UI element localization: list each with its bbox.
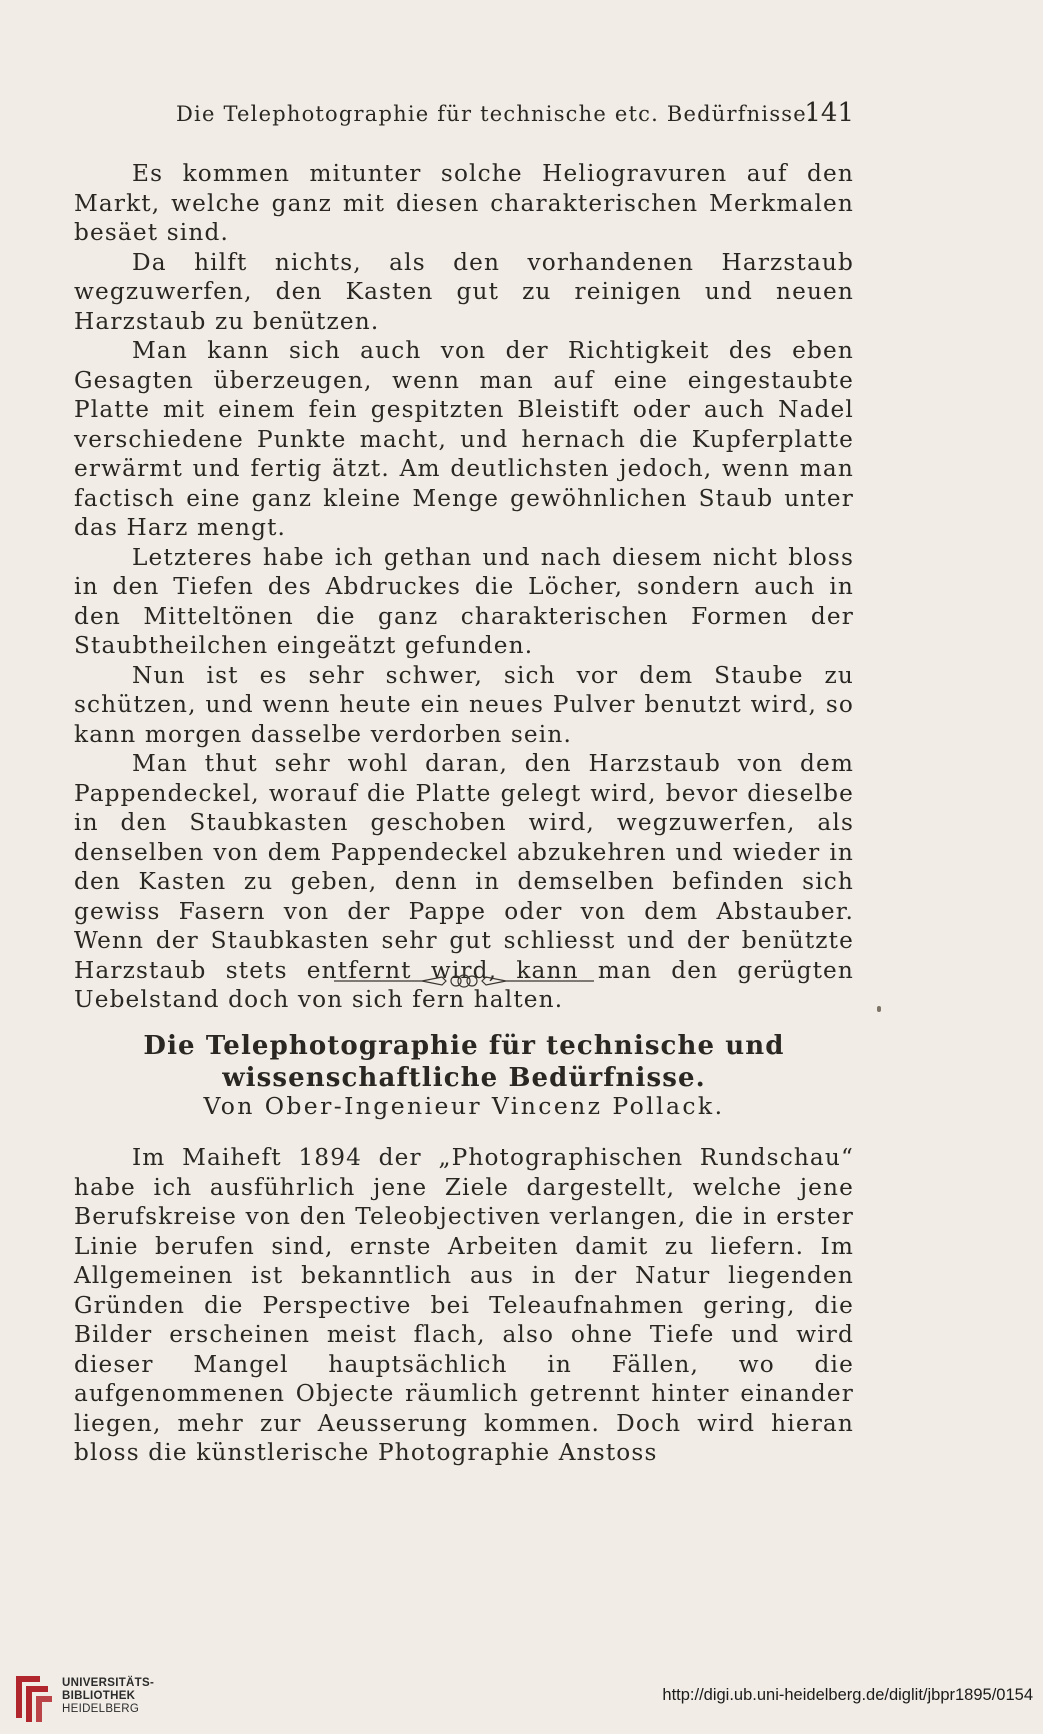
article-title: Die Telephotographie für technische und wissenschaftliche Bedürfnisse. <box>143 1031 785 1093</box>
text-block-new-article <box>74 1143 854 1468</box>
text-block-previous-article <box>74 159 854 1015</box>
section-divider-ornament-icon <box>334 971 594 991</box>
library-line-2: BIBLIOTHEK <box>62 1690 136 1702</box>
page-header <box>176 98 854 132</box>
page-blemish <box>877 1006 881 1012</box>
paragraph: Man thut sehr wohl daran, den Harzstaub von dem Pappendeckel, worauf die Platte gelegt wird, bevor dieselbe in den Staubkasten geschoben wird, wegzuwerfen, als denselben von dem Pappendeckel abzukehren und wieder in den Kasten zu geben, denn in demselben befinden sich gewiss Fasern von der Pappe oder von dem Abstauber. Wenn der Staubkasten sehr gut schliesst und der benützte Harzstaub stets entfernt wird, kann man den gerügten Uebelstand doch von sich fern halten. <box>74 750 854 1013</box>
paragraph: Da hilft nichts, als den vorhandenen Harzstaub wegzuwerfen, den Kasten gut zu reinigen und neuen Harzstaub zu benützen. <box>74 248 854 335</box>
article-byline: Von Ober-Ingenieur Vincenz Pollack. <box>203 1092 725 1120</box>
paragraph: Es kommen mitunter solche Heliogravuren auf den Markt, welche ganz mit diesen charakterischen Merkmalen besäet sind. <box>74 160 854 246</box>
page-number: 141 <box>804 98 854 128</box>
source-url-link[interactable]: http://digi.ub.uni-heidelberg.de/diglit/jbpr1895/0154 <box>662 1686 1033 1704</box>
paragraph: Nun ist es sehr schwer, sich vor dem Staube zu schützen, und wenn heute ein neues Pulver benutzt wird, so kann morgen dasselbe verdorben sein. <box>74 661 854 748</box>
university-library-logo-icon <box>10 1672 54 1724</box>
library-line-1: UNIVERSITÄTS- <box>62 1677 155 1689</box>
library-name <box>62 1677 154 1716</box>
paragraph: Im Maiheft 1894 der „Photographischen Rundschau“ habe ich ausführlich jene Ziele dargestellt, welche jene Berufskreise von den Teleobjectiven verlangen, die in erster Linie berufen sind, ernste Arbeiten damit zu liefern. Im Allgemeinen ist bekanntlich aus in der Natur liegenden Gründen die Perspective bei Teleaufnahmen gering, die Bilder erscheinen meist flach, also ohne Tiefe und wird dieser Mangel hauptsächlich in Fällen, wo die aufgenommenen Objecte räumlich getrennt hinter einander liegen, mehr zur Aeusserung kommen. Doch wird hieran bloss die künstlerische Photographie Anstoss <box>74 1144 854 1466</box>
paragraph: Letzteres habe ich gethan und nach diesem nicht bloss in den Tiefen des Abdruckes die Löcher, sondern auch in den Mitteltönen die ganz charakterischen Formen der Staubtheilchen eingeätzt gefunden. <box>74 543 854 659</box>
page-footer <box>0 1650 1043 1734</box>
running-title: Die Telephotographie für technische etc. Bedürfnisse. <box>176 102 815 126</box>
library-line-3: HEIDELBERG <box>62 1703 140 1715</box>
paragraph: Man kann sich auch von der Richtigkeit des eben Gesagten überzeugen, wenn man auf eine eingestaubte Platte mit einem fein gespitzten Bleistift oder auch Nadel verschiedene Punkte macht, und hernach die Kupferplatte erwärmt und fertig ätzt. Am deutlichsten jedoch, wenn man factisch eine ganz kleine Menge gewöhnlichen Staub unter das Harz mengt. <box>74 337 854 541</box>
